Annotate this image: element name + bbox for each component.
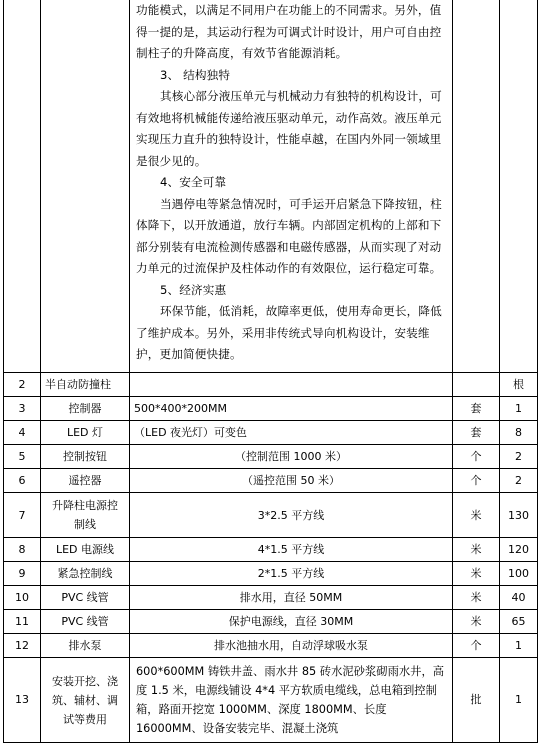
- cell-name-empty: [41, 0, 130, 373]
- table-row: [4, 421, 538, 445]
- item-name: PVC 线管: [41, 586, 130, 610]
- table-row-features: [4, 0, 538, 373]
- item-quantity: 根: [500, 373, 538, 397]
- table-row: [4, 586, 538, 610]
- item-quantity: 130: [500, 493, 538, 538]
- row-number: 4: [4, 421, 41, 445]
- item-description: 排水用，直径 50MM: [130, 586, 453, 610]
- item-description: 500*400*200MM: [130, 397, 453, 421]
- feature-paragraph: 当遇停电等紧急情况时，可手运开启紧急下降按钮，柱体降下，以开放通道，放行车辆。内部固定机构的上部和下部分别装有电流检测传感器和电磁传感器，从而实现了对动力单元的过流保护及柱体动作的有效限位，运行稳定可靠。: [136, 196, 442, 275]
- item-unit: 套: [453, 421, 500, 445]
- row-number: 7: [4, 493, 41, 538]
- item-name: 安装开挖、浇筑、辅材、调试等费用: [41, 658, 130, 743]
- item-name: 遥控器: [41, 469, 130, 493]
- item-description: [130, 373, 453, 397]
- item-unit: [453, 373, 500, 397]
- item-unit: 个: [453, 634, 500, 658]
- item-quantity: 120: [500, 538, 538, 562]
- item-quantity: 2: [500, 445, 538, 469]
- table-row: [4, 634, 538, 658]
- item-unit: 米: [453, 493, 500, 538]
- item-quantity: 8: [500, 421, 538, 445]
- item-description: 2*1.5 平方线: [130, 562, 453, 586]
- item-unit: 米: [453, 586, 500, 610]
- item-name: 控制器: [41, 397, 130, 421]
- item-quantity: 1: [500, 634, 538, 658]
- row-number: 12: [4, 634, 41, 658]
- item-name: LED 电源线: [41, 538, 130, 562]
- table-row: [4, 538, 538, 562]
- row-number: 6: [4, 469, 41, 493]
- feature-paragraph: 功能模式，以满足不同用户在功能上的不同需求。另外，值得一提的是，其运动行程为可调式计时设计，用户可自由控制柱子的升降高度，有效节省能源消耗。: [136, 3, 442, 60]
- item-unit: 米: [453, 562, 500, 586]
- row-number: 13: [4, 658, 41, 743]
- item-description: 排水池抽水用，自动浮球吸水泵: [130, 634, 453, 658]
- item-name: 升降柱电源控制线: [41, 493, 130, 538]
- item-name: 控制按钮: [41, 445, 130, 469]
- table-row: [4, 373, 538, 397]
- feature-heading-safety: 4、安全可靠: [160, 175, 227, 189]
- item-name: 排水泵: [41, 634, 130, 658]
- item-quantity: 1: [500, 397, 538, 421]
- item-name: LED 灯: [41, 421, 130, 445]
- item-description: 3*2.5 平方线: [130, 493, 453, 538]
- table-row: [4, 610, 538, 634]
- row-number: 10: [4, 586, 41, 610]
- item-unit: 米: [453, 538, 500, 562]
- row-number: 3: [4, 397, 41, 421]
- item-name: 半自动防撞柱: [41, 373, 130, 397]
- row-number: 9: [4, 562, 41, 586]
- item-unit: 个: [453, 445, 500, 469]
- item-quantity: 100: [500, 562, 538, 586]
- cell-unit-empty: [453, 0, 500, 373]
- row-number: 5: [4, 445, 41, 469]
- table-row: [4, 562, 538, 586]
- item-unit: 个: [453, 469, 500, 493]
- item-name: 紧急控制线: [41, 562, 130, 586]
- table-row: [4, 445, 538, 469]
- table-row: [4, 493, 538, 538]
- table-row: [4, 397, 538, 421]
- row-number: 2: [4, 373, 41, 397]
- item-quantity: 65: [500, 610, 538, 634]
- item-quantity: 2: [500, 469, 538, 493]
- item-unit: 套: [453, 397, 500, 421]
- feature-paragraph: 环保节能，低消耗，故障率更低，使用寿命更长，降低了维护成本。另外，采用非传统式导向机构设计，安装维护，更加简便快捷。: [136, 304, 442, 361]
- item-name: PVC 线管: [41, 610, 130, 634]
- row-number: 8: [4, 538, 41, 562]
- item-description: 保护电源线，直径 30MM: [130, 610, 453, 634]
- item-description: 600*600MM 铸铁井盖、雨水井 85 砖水泥砂浆砌雨水井，高度 1.5 米，电源线铺设 4*4 平方软质电缆线，总电箱到控制箱，路面开挖宽 1000MM、深度 1800MM、长度 16000MM、设备安装完毕、混凝土浇筑: [130, 658, 453, 743]
- feature-description-cell: [130, 0, 453, 373]
- item-quantity: 40: [500, 586, 538, 610]
- spec-table: [3, 0, 538, 743]
- item-description: 4*1.5 平方线: [130, 538, 453, 562]
- item-unit: 米: [453, 610, 500, 634]
- cell-qty-empty: [500, 0, 538, 373]
- item-quantity: 1: [500, 658, 538, 743]
- item-unit: 批: [453, 658, 500, 743]
- item-description: （控制范围 1000 米）: [130, 445, 453, 469]
- item-description: （遥控范围 50 米）: [130, 469, 453, 493]
- feature-heading-structure: 3、 结构独特: [160, 67, 231, 82]
- table-row: [4, 658, 538, 743]
- feature-paragraph: 其核心部分液压单元与机械动力有独特的机构设计，可有效地将机械能传递给液压驱动单元，动作高效。液压单元实现压力直升的独特设计，性能卓越，在国内外同一领域里是很少见的。: [136, 89, 442, 168]
- feature-heading-economy: 5、经济实惠: [160, 282, 227, 297]
- item-description: （LED 夜光灯）可变色: [130, 421, 453, 445]
- row-number: 11: [4, 610, 41, 634]
- cell-no-empty: [4, 0, 41, 373]
- table-row: [4, 469, 538, 493]
